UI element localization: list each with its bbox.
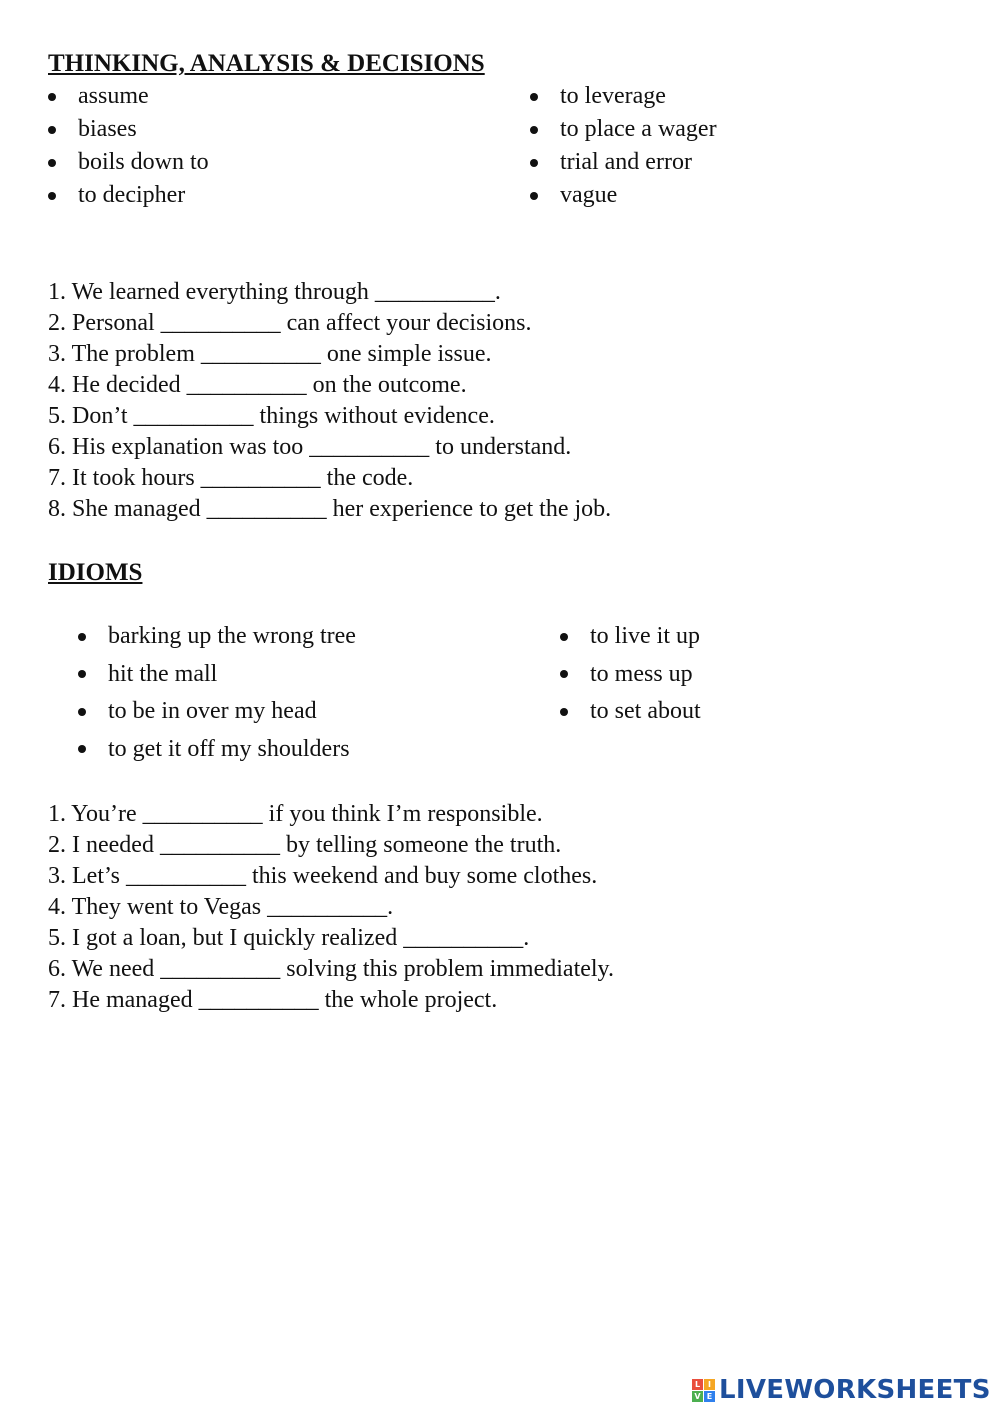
word-bank-item: to set about [560, 693, 701, 731]
word-bank-item: to be in over my head [78, 693, 356, 731]
bullet-icon [78, 633, 86, 641]
section1-heading: THINKING, ANALYSIS & DECISIONS [48, 50, 485, 77]
logo-tile: I [704, 1379, 715, 1390]
exercise-sentence: 2. I needed __________ by telling someone the truth. [48, 832, 562, 858]
section2-heading: IDIOMS [48, 559, 143, 586]
word-bank-item: to live it up [560, 618, 701, 656]
bullet-icon [48, 192, 56, 200]
exercise-sentence: 4. They went to Vegas __________. [48, 894, 394, 920]
liveworksheets-logo[interactable] [692, 1374, 991, 1406]
exercise-sentence: 7. He managed __________ the whole project. [48, 987, 498, 1013]
exercise-sentence: 4. He decided __________ on the outcome. [48, 372, 467, 398]
bullet-icon [78, 708, 86, 716]
bullet-icon [48, 93, 56, 101]
liveworksheets-logo-icon [692, 1379, 715, 1402]
word-bank-item: barking up the wrong tree [78, 618, 356, 656]
word-bank-item: to leverage [530, 80, 717, 113]
exercise-sentence: 7. It took hours __________ the code. [48, 465, 414, 491]
word-bank-item: hit the mall [78, 656, 356, 694]
exercise-sentence: 6. His explanation was too __________ to understand. [48, 434, 572, 460]
section2-exercise-list [48, 799, 614, 1016]
logo-tile: L [692, 1379, 703, 1390]
word-bank-item: to get it off my shoulders [78, 731, 356, 769]
exercise-sentence: 3. The problem __________ one simple issue. [48, 341, 492, 367]
logo-tile: E [704, 1391, 715, 1402]
bullet-icon [560, 670, 568, 678]
section1-word-list-left [48, 80, 209, 212]
exercise-sentence: 3. Let’s __________ this weekend and buy some clothes. [48, 863, 598, 889]
section2-word-list-right [560, 618, 701, 731]
bullet-icon [530, 93, 538, 101]
exercise-sentence: 1. You’re __________ if you think I’m responsible. [48, 801, 543, 827]
exercise-sentence: 5. I got a loan, but I quickly realized __________. [48, 925, 530, 951]
bullet-icon [48, 159, 56, 167]
word-bank-item: boils down to [48, 146, 209, 179]
word-bank-item: to decipher [48, 179, 209, 212]
section1-exercise-list [48, 277, 611, 525]
bullet-icon [560, 633, 568, 641]
word-bank-item: to mess up [560, 656, 701, 694]
exercise-sentence: 8. She managed __________ her experience to get the job. [48, 496, 612, 522]
word-bank-item: assume [48, 80, 209, 113]
exercise-sentence: 1. We learned everything through __________. [48, 279, 501, 305]
bullet-icon [78, 670, 86, 678]
exercise-sentence: 6. We need __________ solving this problem immediately. [48, 956, 614, 982]
bullet-icon [48, 126, 56, 134]
bullet-icon [530, 192, 538, 200]
exercise-sentence: 5. Don’t __________ things without evidence. [48, 403, 495, 429]
logo-tile: V [692, 1391, 703, 1402]
word-bank-item: vague [530, 179, 717, 212]
bullet-icon [530, 126, 538, 134]
word-bank-item: biases [48, 113, 209, 146]
liveworksheets-logo-text: LIVEWORKSHEETS [719, 1375, 991, 1405]
bullet-icon [530, 159, 538, 167]
section2-word-list-left [78, 618, 356, 768]
word-bank-item: trial and error [530, 146, 717, 179]
exercise-sentence: 2. Personal __________ can affect your decisions. [48, 310, 532, 336]
bullet-icon [560, 708, 568, 716]
bullet-icon [78, 745, 86, 753]
word-bank-item: to place a wager [530, 113, 717, 146]
section1-word-list-right [530, 80, 717, 212]
